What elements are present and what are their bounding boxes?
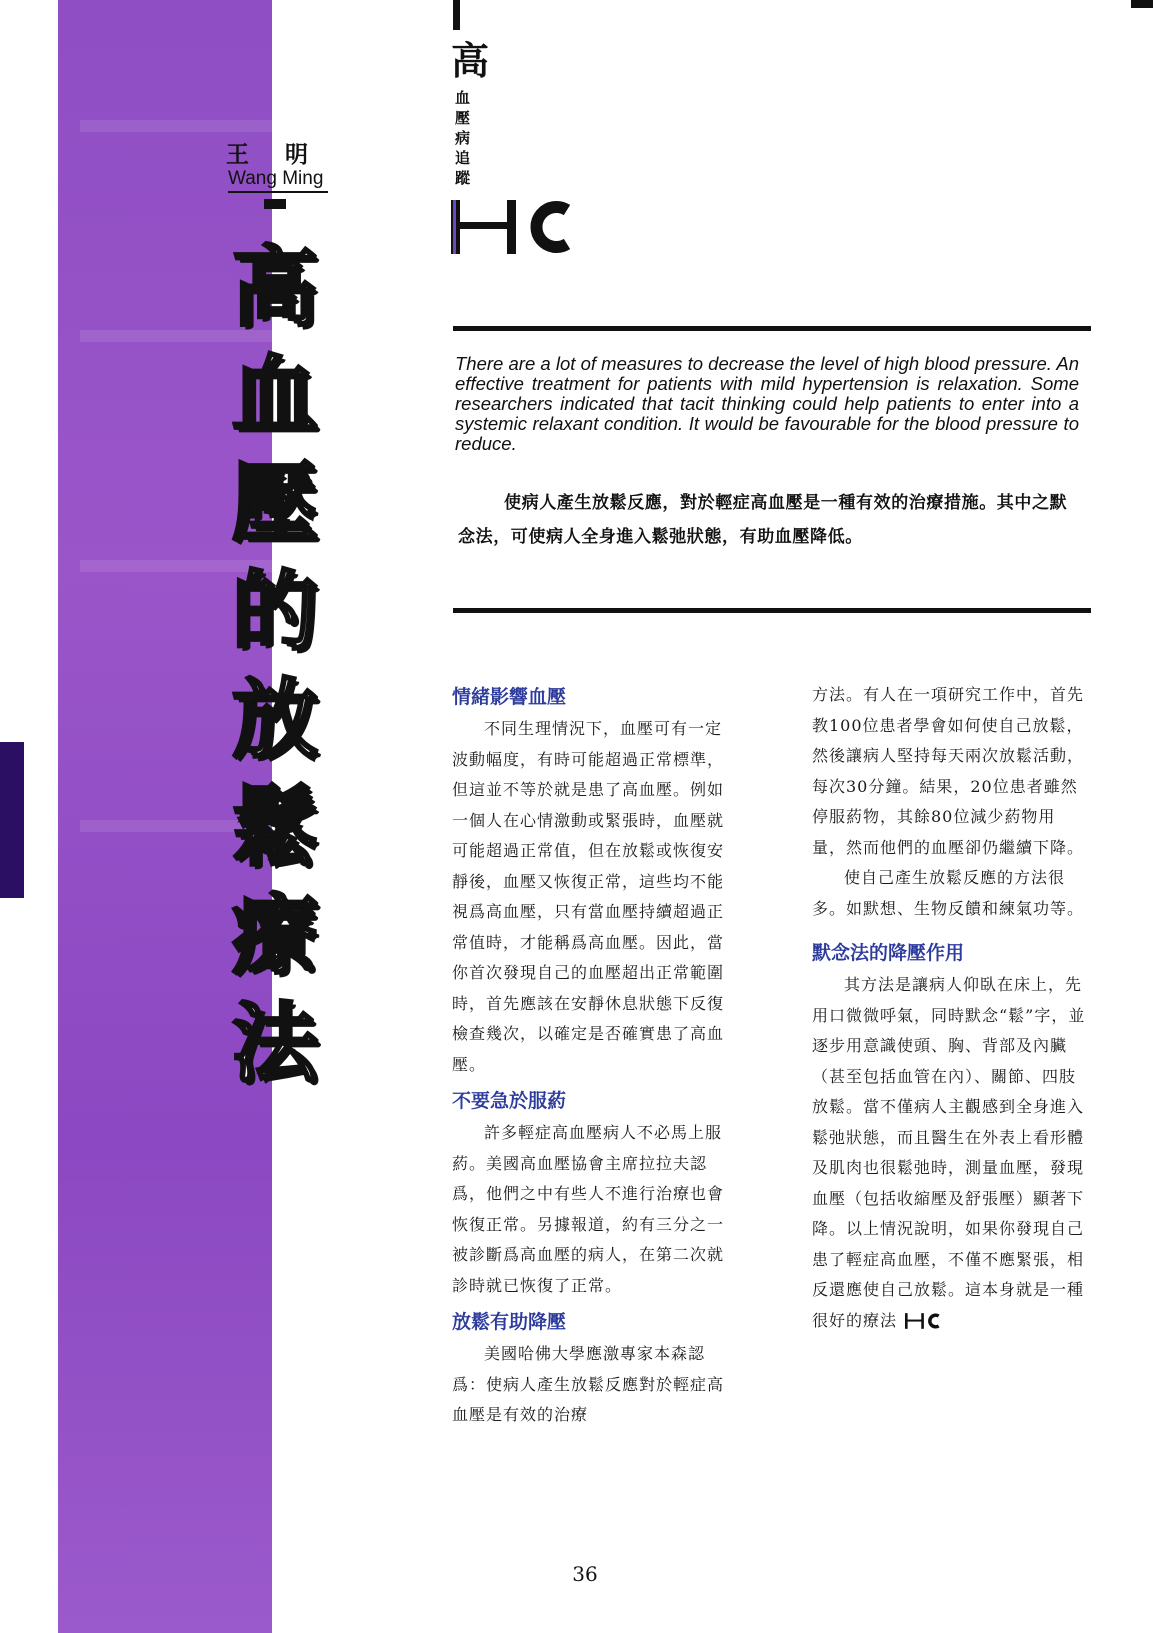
body-column-left (452, 680, 728, 1431)
section-heading: 默念法的降壓作用 (812, 942, 965, 964)
column-char: 血 (455, 89, 471, 107)
author-name-en: Wang Ming (228, 168, 328, 193)
title-char: 鬆 (232, 778, 318, 878)
column-char: 追 (455, 149, 471, 167)
body-column-right (812, 680, 1088, 1336)
section-heading: 不要急於服葯 (452, 1090, 567, 1112)
column-char: 壓 (455, 109, 471, 127)
page-number: 36 (572, 1562, 598, 1586)
closing-paragraph-text: 其方法是讓病人仰臥在床上，先用口微微呼氣，同時默念“鬆”字，並逐步用意識使頭、胸、背部及內臟（甚至包括血管在內）、關節、四肢放鬆。當不僅病人主觀感到全身進入鬆弛狀態，而且醫生在外表上看形體及肌肉也很鬆弛時，測量血壓，發現血壓（包括收縮壓及舒張壓）顯著下降。以上情況說明，如果你發現自己患了輕症高血壓，不僅不應緊張，相反還應使自己放鬆。這本身就是一種很好的療法 (812, 975, 1086, 1330)
section-heading: 情緒影響血壓 (452, 686, 567, 708)
section-heading: 放鬆有助降壓 (452, 1311, 567, 1333)
section-paragraph-continued: 方法。有人在一項研究工作中，首先教100位患者學會如何使自己放鬆，然後讓病人堅持每天兩次放鬆活動，每次30分鐘。結果，20位患者雖然停服葯物，其餘80位減少葯物用量，然而他們的血壓卻仍繼續下降。 (812, 685, 1085, 857)
section-paragraph: 許多輕症高血壓病人不必馬上服葯。美國高血壓協會主席拉拉夫認爲，他們之中有些人不進行治療也會恢復正常。另據報道，約有三分之一被診斷爲高血壓的病人，在第二次就診時就已恢復了正常。 (452, 1123, 725, 1295)
title-char: 法 (232, 994, 318, 1094)
section-paragraph: 美國哈佛大學應激專家本森認爲：使病人產生放鬆反應對於輕症高血壓是有效的治療 (452, 1344, 725, 1424)
article-title (225, 238, 325, 1102)
column-name-vertical (455, 88, 477, 188)
section-paragraph: 使自己產生放鬆反應的方法很多。如默想、生物反饋和練氣功等。 (812, 868, 1085, 918)
abstract-english: There are a lot of measures to decrease the level of high blood pressure. An effective treatment for patients with mild hypertension is relaxation. Some researchers indicated that tacit thinking could help patients to enter into a systemic relaxant condition. It would be favourable for the blood pressure to reduce. (455, 353, 1079, 454)
title-char: 放 (232, 670, 318, 770)
faded-backdrop-line (80, 120, 290, 132)
title-char: 療 (232, 886, 318, 986)
title-char: 血 (232, 346, 318, 446)
abstract-chinese: 使病人產生放鬆反應，對於輕症高血壓是一種有效的治療措施。其中之默念法，可使病人全身進入鬆弛狀態，有助血壓降低。 (458, 493, 1068, 547)
corner-mark (1131, 0, 1153, 8)
section-paragraph (812, 970, 1088, 1336)
edge-color-bar (0, 742, 24, 898)
title-char: 高 (232, 238, 318, 338)
end-hc-logo-icon (905, 1312, 941, 1330)
abstract-bottom-rule (453, 608, 1091, 613)
author-marker (264, 199, 286, 209)
column-name-char: 高 (451, 39, 490, 83)
column-char: 病 (455, 129, 471, 147)
section-paragraph: 不同生理情況下，血壓可有一定波動幅度，有時可能超過正常標準，但這並不等於就是患了高血壓。例如一個人在心情激動或緊張時，血壓就可能超過正常值，但在放鬆或恢復安靜後，血壓又恢復正常，這些均不能視爲高血壓，只有當血壓持續超過正常值時，才能稱爲高血壓。因此，當你首次發現自己的血壓超出正常範圍時，首先應該在安靜休息狀態下反復檢查幾次，以確定是否確實患了高血壓。 (452, 719, 725, 1074)
abstract-top-rule (453, 326, 1091, 331)
column-char: 蹤 (455, 169, 471, 187)
author-name-zh: 王 明 (226, 142, 323, 168)
title-char: 壓 (232, 454, 318, 554)
title-char: 的 (232, 562, 318, 662)
hc-logo-icon (451, 198, 575, 256)
column-header-rule (453, 0, 460, 30)
